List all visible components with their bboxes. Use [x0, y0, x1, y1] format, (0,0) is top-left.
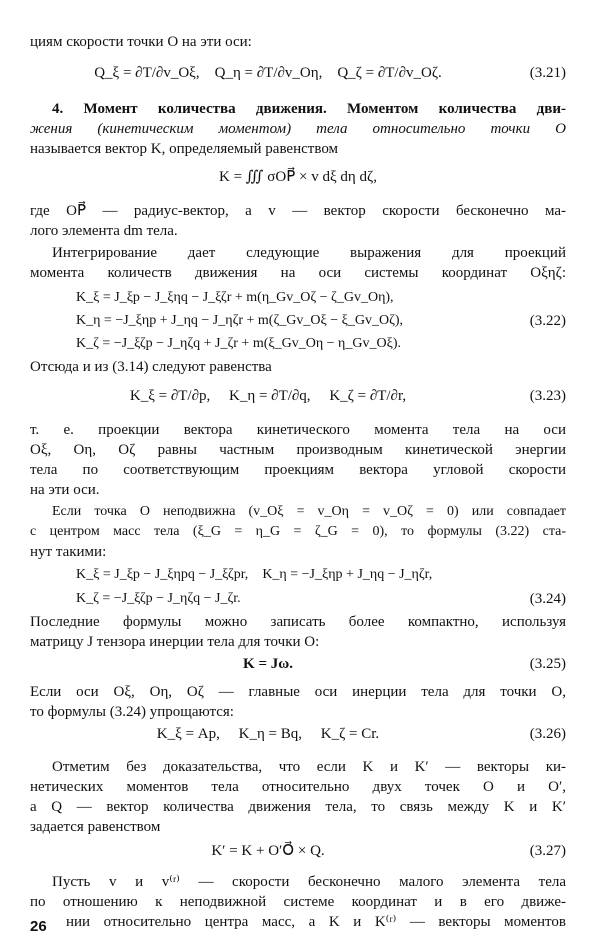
eq-term: K_η = −J_ξηp + J_ηq − J_ηζr,	[262, 567, 433, 582]
text-line: нут такими:	[30, 544, 107, 560]
eq-term: Q_η = ∂T/∂v_Oη,	[214, 65, 323, 81]
text-line: то формулы (3.24) упрощаются:	[30, 704, 234, 720]
equation-K: K = ∭ σOP⃗ × v dξ dη dζ,	[219, 169, 377, 185]
equation-3-23	[30, 383, 566, 409]
text-line: Пусть v и v⁽ʳ⁾ — скорости бесконечно малого элемента тела	[52, 874, 566, 890]
eq-term: Q_ξ = ∂T/∂v_Oξ,	[94, 65, 200, 81]
equation-3-22-line3: K_ζ = −J_ξζp − J_ηζq + J_ζr + m(ξ_Gv_Oη − η_Gv_Oξ).	[76, 336, 402, 351]
equation-number: (3.25)	[529, 656, 566, 672]
text-line: т. е. проекции вектора кинетического момента тела на оси	[30, 422, 566, 438]
text-line: с центром масс тела (ξ_G = η_G = ζ_G = 0), то формулы (3.22) ста-	[30, 524, 566, 539]
equation-number: (3.26)	[529, 726, 566, 742]
equation-3-24-line2: K_ζ = −J_ξζp − J_ηζq − J_ζr. (3.24)	[30, 586, 566, 610]
text-line: циям скорости точки O на эти оси:	[30, 34, 252, 50]
text-line: на эти оси.	[30, 482, 100, 498]
equation-3-27: K′ = K + O′O⃗ × Q. (3.27)	[30, 838, 566, 864]
text-line: Если оси Oξ, Oη, Oζ — главные оси инерции тела для точки O,	[30, 684, 566, 700]
text-line: матрицу J тензора инерции тела для точки O:	[30, 634, 320, 650]
text-line: Отметим без доказательства, что если K и K′ — векторы ки-	[52, 759, 566, 775]
text-line: называется вектор K, определяемый равенством	[30, 141, 339, 157]
text-line: Последние формулы можно записать более компактно, используя	[30, 614, 566, 630]
text-line: по отношению к неподвижной системе координат и в его движе-	[30, 894, 566, 910]
eq-term: Q_ζ = ∂T/∂v_Oζ.	[337, 65, 442, 81]
text-line: нии относительно центра масс, а K и K⁽ʳ⁾ — векторы моментов	[66, 914, 566, 930]
equation-3-21	[30, 60, 566, 86]
text-line: нетических моментов тела относительно двух точек O и O′,	[30, 779, 566, 795]
eq-term: K_ζ = ∂T/∂r,	[329, 388, 407, 404]
eq-term: K_η = ∂T/∂q,	[229, 388, 311, 404]
equation-3-24-line1	[30, 562, 566, 586]
text-line: жения (кинетическим моментом) тела относительно точки O	[30, 121, 566, 137]
text-line: Интегрирование дает следующие выражения для проекций	[52, 245, 566, 261]
eq-term: K_ξ = ∂T/∂p,	[129, 388, 211, 404]
page-number: 26	[30, 918, 47, 935]
equation-3-25: K = Jω. (3.25)	[30, 651, 566, 677]
text-line: a Q — вектор количества движения тела, то связь между K и K′	[30, 799, 566, 815]
text-line: Отсюда и из (3.14) следуют равенства	[30, 359, 272, 375]
equation-number: (3.22)	[529, 313, 566, 329]
eq-term: K_ξ = J_ξp − J_ξηpq − J_ξζpr,	[76, 567, 249, 582]
text-line: задается равенством	[30, 819, 161, 835]
text-line: момента количеств движения на оси системы координат Oξηζ:	[30, 265, 566, 281]
text-line: Если точка O неподвижна (v_Oξ = v_Oη = v_Oζ = 0) или совпадает	[52, 504, 566, 519]
equation-number: (3.23)	[529, 388, 566, 404]
equation-3-22-line2: K_η = −J_ξηp + J_ηq − J_ηζr + m(ζ_Gv_Oξ − ξ_Gv_Oζ), (3.22)	[30, 308, 566, 332]
text-line: Oξ, Oη, Oζ равны частным производным кинетической энергии	[30, 442, 566, 458]
equation-number: (3.24)	[529, 591, 566, 607]
equation-number: (3.27)	[529, 843, 566, 859]
equation-3-26: K_ξ = Ap, K_η = Bq, K_ζ = Cr. (3.26)	[30, 721, 566, 747]
section-heading: 4. Момент количества движения. Моментом количества дви-	[52, 101, 566, 117]
text-line: тела по соответствующим проекциям вектора угловой скорости	[30, 462, 566, 478]
equation-number: (3.21)	[529, 65, 566, 81]
text-line: лого элемента dm тела.	[30, 223, 178, 239]
equation-3-22-line1: K_ξ = J_ξp − J_ξηq − J_ξζr + m(η_Gv_Oζ − ζ_Gv_Oη),	[76, 290, 394, 305]
text-line: где OP⃗ — радиус-вектор, а v — вектор скорости бесконечно ма-	[30, 203, 566, 219]
